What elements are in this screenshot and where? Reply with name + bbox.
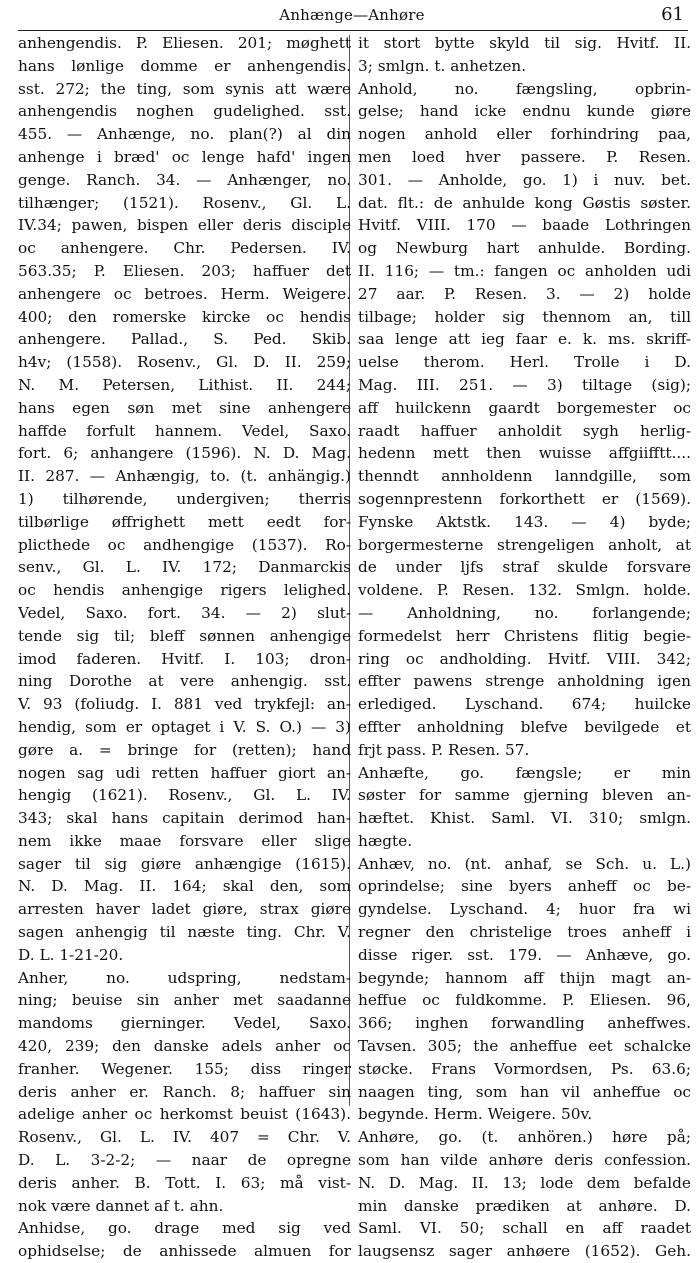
text-line: senv., Gl. L. IV. 172; Danmarckis bbox=[18, 558, 351, 577]
text-line: hægte. bbox=[358, 831, 413, 850]
text-line: Hvitf. VIII. 170 — baade Lothringen bbox=[358, 216, 691, 235]
text-line: anhengendis noghen gudelighed. sst. bbox=[18, 102, 351, 121]
text-line: 455. — Anhænge, no. plan(?) al din bbox=[18, 125, 351, 144]
text-line: tilhænger; (1521). Rosenv., Gl. L. bbox=[18, 193, 351, 212]
text-line: aff huilckenn gaardt borgemester oc bbox=[358, 398, 691, 417]
header-divider bbox=[18, 30, 688, 31]
text-line: begynde. Herm. Weigere. 50v. bbox=[358, 1105, 593, 1124]
text-line: sogennprestenn forkorthett er (1569). bbox=[358, 489, 691, 508]
text-line: 1) tilhørende, undergiven; therris bbox=[18, 489, 351, 508]
text-line: raadt haffuer anholdit sygh herlig- bbox=[358, 421, 691, 440]
text-line: saa lenge att ieg faar e. k. ms. skriff- bbox=[358, 330, 691, 349]
text-line: ning; beuise sin anher met saadanne bbox=[18, 991, 351, 1010]
text-line: — Anholdning, no. forlangende; bbox=[358, 603, 691, 622]
text-line: imod faderen. Hvitf. I. 103; dron- bbox=[18, 649, 351, 668]
text-line: effter pawens strenge anholdning igen bbox=[358, 672, 691, 691]
text-line: genge. Ranch. 34. — Anhænger, no. bbox=[18, 170, 351, 189]
text-line: haffde forfult hannem. Vedel, Saxo. bbox=[18, 421, 351, 440]
text-line: II. 116; — tm.: fangen oc anholden udi bbox=[358, 261, 691, 280]
text-line: anhengendis. P. Eliesen. 201; møghett bbox=[18, 34, 351, 52]
text-line: voldene. P. Resen. 132. Smlgn. holde. bbox=[358, 581, 691, 600]
text-line: N. D. Mag. II. 164; skal den, som bbox=[18, 877, 351, 896]
text-line: oc hendis anhengige rigers lelighed. bbox=[18, 581, 351, 600]
text-line: oc anhengere. Chr. Pedersen. IV. bbox=[18, 239, 351, 258]
text-line: sst. 272; the ting, som synis att wære bbox=[18, 79, 351, 98]
text-line: erlediged. Lyschand. 674; huilcke bbox=[358, 695, 691, 714]
text-line: sagen anhengig til næste ting. Chr. V. bbox=[18, 923, 351, 942]
text-line: men loed hver passere. P. Resen. bbox=[358, 147, 691, 166]
text-line: 343; skal hans capitain derimod han- bbox=[18, 809, 351, 828]
text-line: tilbørlige øffrighett mett eedt for- bbox=[18, 512, 351, 531]
text-line: tende sig til; bleff sønnen anhengige bbox=[18, 626, 351, 645]
text-line: Saml. VI. 50; schall en aff raadet bbox=[358, 1219, 691, 1238]
page-number: 61 bbox=[661, 4, 684, 25]
text-line: min danske prædiken at anhøre. D. bbox=[358, 1196, 691, 1215]
text-line: 3; smlgn. t. anhetzen. bbox=[358, 56, 527, 75]
text-line: naagen ting, som han vil anheffue oc bbox=[358, 1082, 691, 1101]
text-line: IV.34; pawen, bispen eller deris disciple bbox=[18, 216, 351, 235]
text-line: arresten haver ladet giøre, strax giøre bbox=[18, 900, 351, 919]
text-line: Mag. III. 251. — 3) tiltage (sig); bbox=[358, 375, 691, 394]
text-line: anhenge i bræd' oc lenge hafd' ingen bbox=[18, 147, 351, 166]
text-line: fort. 6; anhangere (1596). N. D. Mag. bbox=[18, 444, 351, 463]
text-line: nogen anhold eller forhindring paa, bbox=[358, 125, 691, 144]
text-line: 420, 239; den danske adels anher oc bbox=[18, 1037, 351, 1056]
page-header bbox=[20, 6, 684, 28]
text-line: II. 287. — Anhængig, to. (t. anhängig.) bbox=[18, 467, 351, 486]
text-line: ring oc andholding. Hvitf. VIII. 342; bbox=[358, 649, 691, 668]
text-line: Anhæv, no. (nt. anhaf, se Sch. u. L.) bbox=[358, 854, 691, 873]
text-line: Fynske Aktstk. 143. — 4) byde; bbox=[358, 512, 691, 531]
left-column bbox=[18, 32, 351, 1263]
text-line: Anhæfte, go. fængsle; er min bbox=[358, 763, 691, 782]
text-line: gelse; hand icke endnu kunde giøre bbox=[358, 102, 691, 121]
text-line: plicthede oc andhengige (1537). Ro- bbox=[18, 535, 351, 554]
text-line: Rosenv., Gl. L. IV. 407 = Chr. V. bbox=[18, 1128, 351, 1147]
text-line: regner den christelige troes anheff i bbox=[358, 923, 691, 942]
text-line: disse riger. sst. 179. — Anhæve, go. bbox=[358, 945, 691, 964]
text-line: laugsensz sager anhøere (1652). Geh. bbox=[358, 1242, 691, 1261]
text-line: gyndelse. Lyschand. 4; huor fra wi bbox=[358, 900, 691, 919]
text-line: anhengere oc betroes. Herm. Weigere. bbox=[18, 284, 351, 303]
text-line: hengig (1621). Rosenv., Gl. L. IV. bbox=[18, 786, 351, 805]
text-line: anhengere. Pallad., S. Ped. Skib. bbox=[18, 330, 351, 349]
text-line: ophidselse; de anhissede almuen for bbox=[18, 1242, 351, 1261]
text-line: franher. Wegener. 155; diss ringer bbox=[18, 1059, 351, 1078]
text-line: frjt pass. P. Resen. 57. bbox=[358, 740, 530, 759]
text-line: Vedel, Saxo. fort. 34. — 2) slut- bbox=[18, 603, 351, 622]
text-line: adelige anher oc herkomst beuist (1643). bbox=[18, 1105, 351, 1124]
text-line: N. D. Mag. II. 13; lode dem befalde bbox=[358, 1173, 691, 1192]
text-line: deris anher. B. Tott. I. 63; må vist- bbox=[18, 1173, 351, 1192]
text-line: h4v; (1558). Rosenv., Gl. D. II. 259; bbox=[18, 353, 351, 372]
text-line: effter anholdning blefve bevilgede et bbox=[358, 717, 691, 736]
text-line: deris anher er. Ranch. 8; haffuer sin bbox=[18, 1082, 351, 1101]
text-line: de under ljfs straf skulde forsvare bbox=[358, 558, 691, 577]
text-line: D. L. 1-21-20. bbox=[18, 945, 124, 964]
text-line: søster for samme gjerning bleven an- bbox=[358, 786, 691, 805]
text-line: Anhøre, go. (t. anhören.) høre på; bbox=[358, 1128, 691, 1147]
text-line: tilbage; holder sig thennom an, till bbox=[358, 307, 691, 326]
text-line: V. 93 (foliudg. I. 881 ved trykfejl: an- bbox=[18, 695, 351, 714]
running-head: Anhænge—Anhøre bbox=[279, 6, 425, 24]
text-line: 301. — Anholde, go. 1) i nuv. bet. bbox=[358, 170, 691, 189]
text-line: oprindelse; sine byers anheff oc be- bbox=[358, 877, 691, 896]
text-line: D. L. 3-2-2; — naar de opregne bbox=[18, 1151, 351, 1170]
text-line: gøre a. = bringe for (retten); hand bbox=[18, 740, 351, 759]
text-line: begynde; hannom aff thijn magt an- bbox=[358, 968, 691, 987]
text-line: heffue oc fuldkomme. P. Eliesen. 96, bbox=[358, 991, 691, 1010]
text-line: Anher, no. udspring, nedstam- bbox=[18, 968, 351, 987]
text-line: Anhold, no. fængsling, opbrin- bbox=[358, 79, 691, 98]
text-line: hæftet. Khist. Saml. VI. 310; smlgn. bbox=[358, 809, 691, 828]
text-line: støcke. Frans Vormordsen, Ps. 63.6; bbox=[358, 1059, 691, 1078]
text-line: uelse therom. Herl. Trolle i D. bbox=[358, 353, 691, 372]
text-line: hendig, som er optaget i V. S. O.) — 3) bbox=[18, 717, 351, 736]
text-line: thenndt annholdenn lanndgille, som bbox=[358, 467, 691, 486]
text-line: hans egen søn met sine anhengere bbox=[18, 398, 351, 417]
text-line: nem ikke maae forsvare eller slige bbox=[18, 831, 351, 850]
text-line: hans lønlige domme er anhengendis. bbox=[18, 56, 351, 75]
text-line: 400; den romerske kircke oc hendis bbox=[18, 307, 351, 326]
text-line: 27 aar. P. Resen. 3. — 2) holde bbox=[358, 284, 691, 303]
text-line: sager til sig giøre anhængige (1615). bbox=[18, 854, 351, 873]
text-line: mandoms gierninger. Vedel, Saxo. bbox=[18, 1014, 351, 1033]
text-line: og Newburg hart anhulde. Bording. bbox=[358, 239, 691, 258]
text-line: som han vilde anhøre deris confession. bbox=[358, 1151, 691, 1170]
text-line: 563.35; P. Eliesen. 203; haffuer det bbox=[18, 261, 351, 280]
text-line: formedelst herr Christens flitig begie- bbox=[358, 626, 691, 645]
text-line: N. M. Petersen, Lithist. II. 244; bbox=[18, 375, 351, 394]
text-line: it stort bytte skyld til sig. Hvitf. II. bbox=[358, 34, 691, 52]
text-line: nogen sag udi retten haffuer giort an- bbox=[18, 763, 351, 782]
text-line: Tavsen. 305; the anheffue eet schalcke bbox=[358, 1037, 691, 1056]
text-line: ning Dorothe at vere anhengig. sst. bbox=[18, 672, 351, 691]
text-line: nok være dannet af t. ahn. bbox=[18, 1196, 224, 1215]
right-column bbox=[358, 32, 691, 1263]
text-line: Anhidse, go. drage med sig ved bbox=[18, 1219, 351, 1238]
text-line: dat. flt.: de anhulde kong Gøstis søster. bbox=[358, 193, 691, 212]
text-line: borgermesterne strengeligen anholt, at bbox=[358, 535, 691, 554]
text-line: 366; inghen forwandling anheffwes. bbox=[358, 1014, 691, 1033]
text-line: hedenn mett then wuisse affgiifftt.... bbox=[358, 444, 691, 463]
